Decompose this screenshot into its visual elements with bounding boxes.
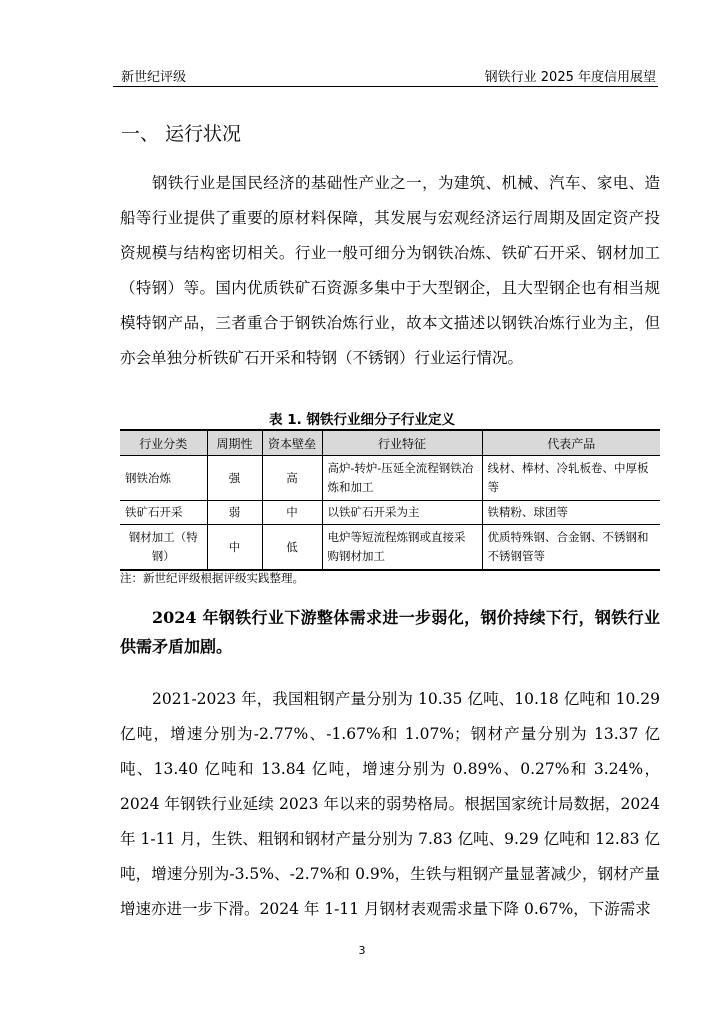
subindustry-table: [120, 429, 660, 571]
header-category: 行业分类: [120, 430, 207, 456]
table-row: [120, 525, 660, 571]
page-number: 3: [358, 944, 366, 957]
cell-products: 铁精粉、球团等: [482, 501, 660, 525]
cell-capital-barrier: 中: [262, 501, 322, 525]
cell-cyclicality: 中: [207, 525, 262, 571]
cell-category: 钢材加工（特钢）: [120, 525, 207, 571]
cell-products: 线材、棒材、冷轧板卷、中厚板等: [482, 456, 660, 501]
header-publisher: 新世纪评级: [121, 70, 187, 85]
header-features: 行业特征: [322, 430, 482, 456]
cell-category: 铁矿石开采: [120, 501, 207, 525]
cell-capital-barrier: 高: [262, 456, 322, 501]
cell-category: 钢铁冶炼: [120, 456, 207, 501]
table-row: [120, 456, 660, 501]
cell-features: 高炉-转炉-压延全流程钢铁冶炼和加工: [322, 456, 482, 501]
cell-features: 电炉等短流程炼钢或直接采购钢材加工: [322, 525, 482, 571]
page-header: [113, 64, 658, 87]
table-note: 注：新世纪评级根据评级实践整理。: [120, 571, 304, 585]
table-caption: 表 1. 钢铁行业细分子行业定义: [269, 412, 455, 428]
section-title: 一、 运行状况: [121, 123, 242, 145]
cell-cyclicality: 强: [207, 456, 262, 501]
header-capital-barrier: 资本壁垒: [262, 430, 322, 456]
cell-capital-barrier: 低: [262, 525, 322, 571]
key-finding-paragraph: 2024 年钢铁行业下游整体需求进一步弱化，钢价持续下行，钢铁行业供需矛盾加剧。: [120, 608, 660, 656]
cell-features: 以铁矿石开采为主: [322, 501, 482, 525]
cell-cyclicality: 弱: [207, 501, 262, 525]
table-header-row: [120, 430, 660, 456]
header-products: 代表产品: [482, 430, 660, 456]
cell-products: 优质特殊钢、合金钢、不锈钢和不锈钢管等: [482, 525, 660, 571]
intro-paragraph: 钢铁行业是国民经济的基础性产业之一，为建筑、机械、汽车、家电、造船等行业提供了重要的原材料保障，其发展与宏观经济运行周期及固定资产投资规模与结构密切相关。行业一般可细分为钢铁冶炼、铁矿石开采、钢材加工（特钢）等。国内优质铁矿石资源多集中于大型钢企，且大型钢企也有相当规模特钢产品，三者重合于钢铁冶炼行业，故本文描述以钢铁冶炼行业为主，但亦会单独分析铁矿石开采和特钢（不锈钢）行业运行情况。: [120, 174, 660, 367]
header-cyclicality: 周期性: [207, 430, 262, 456]
header-report-title: 钢铁行业 2025 年度信用展望: [484, 70, 656, 85]
production-paragraph: 2021-2023 年，我国粗钢产量分别为 10.35 亿吨、10.18 亿吨和 10.29 亿吨，增速分别为-2.77%、-1.67%和 1.07%；钢材产量分别为 13.37 亿吨、13.40 亿吨和 13.84 亿吨，增速分别为 0.89%、0.27%和 3.24%，2024 年钢铁行业延续 2023 年以来的弱势格局。根据国家统计局数据，2024 年 1-11 月，生铁、粗钢和钢材产量分别为 7.83 亿吨、9.29 亿吨和 12.83 亿吨，增速分别为-3.5%、-2.7%和 0.9%，生铁与粗钢产量显著减少，钢材产量增速亦进一步下滑。2024 年 1-11 月钢材表观需求量下降 0.67%，下游需求: [120, 690, 660, 918]
table-row: [120, 501, 660, 525]
